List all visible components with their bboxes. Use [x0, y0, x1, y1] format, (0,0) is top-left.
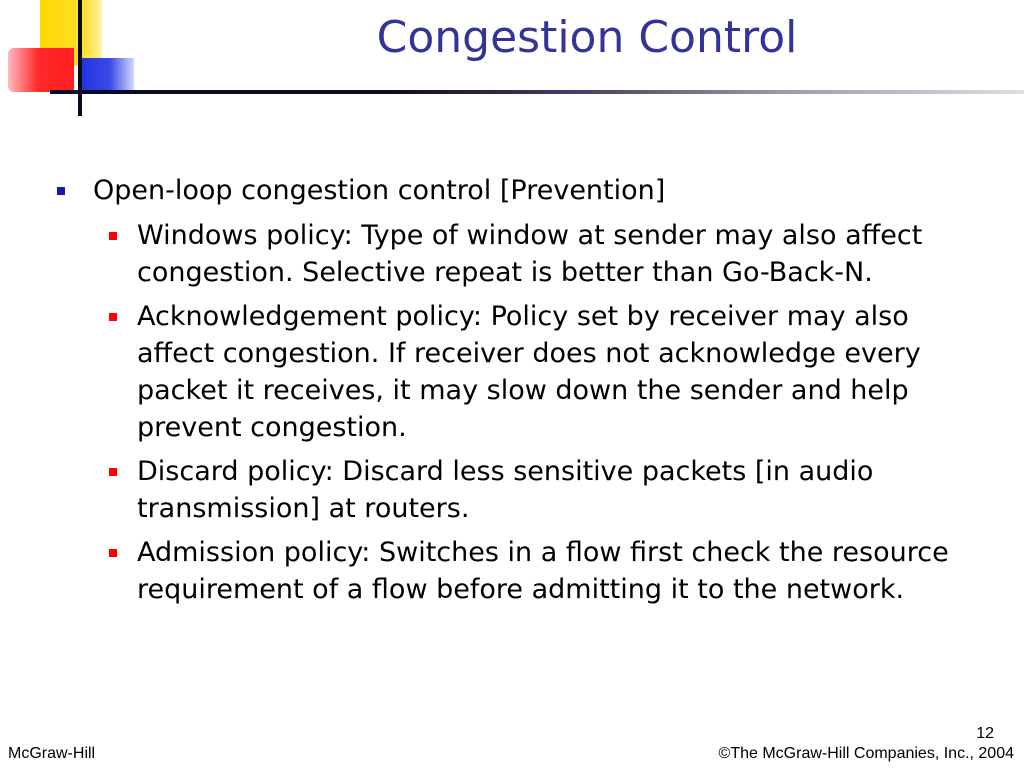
footer-copyright: ©The McGraw-Hill Companies, Inc., 2004 [718, 745, 1014, 762]
bullet-level1 [55, 172, 975, 209]
page-number: 12 [976, 725, 994, 742]
bullet-level2 [137, 298, 975, 446]
bullet-level2 [137, 453, 975, 527]
bullet-text: Open-loop congestion control [Prevention] [93, 175, 666, 206]
bullet-level2 [137, 534, 975, 608]
footer-publisher: McGraw-Hill [8, 745, 96, 762]
logo-red-block [8, 48, 74, 92]
bullet-text: Discard policy: Discard less sensitive packets [in audio transmission] at routers. [137, 456, 874, 524]
slide-body [55, 172, 975, 608]
square-bullet-icon [109, 232, 117, 240]
slide-title: Congestion Control [376, 12, 798, 63]
bullet-level2 [137, 217, 975, 291]
logo-vertical-line [78, 0, 82, 116]
title-underline [50, 90, 1024, 94]
bullet-text: Windows policy: Type of window at sender may also affect congestion. Selective repeat is better than Go-Back-N. [137, 220, 923, 288]
square-bullet-icon [109, 468, 117, 476]
bullet-text: Acknowledgement policy: Policy set by receiver may also affect congestion. If receiver does not acknowledge every packet it receives, it may slow down the sender and help prevent congestion. [137, 301, 921, 443]
square-bullet-icon [57, 187, 65, 195]
square-bullet-icon [109, 549, 117, 557]
logo-blue-block [80, 58, 134, 94]
bullet-text: Admission policy: Switches in a flow first check the resource requirement of a flow before admitting it to the network. [137, 537, 949, 605]
square-bullet-icon [109, 313, 117, 321]
